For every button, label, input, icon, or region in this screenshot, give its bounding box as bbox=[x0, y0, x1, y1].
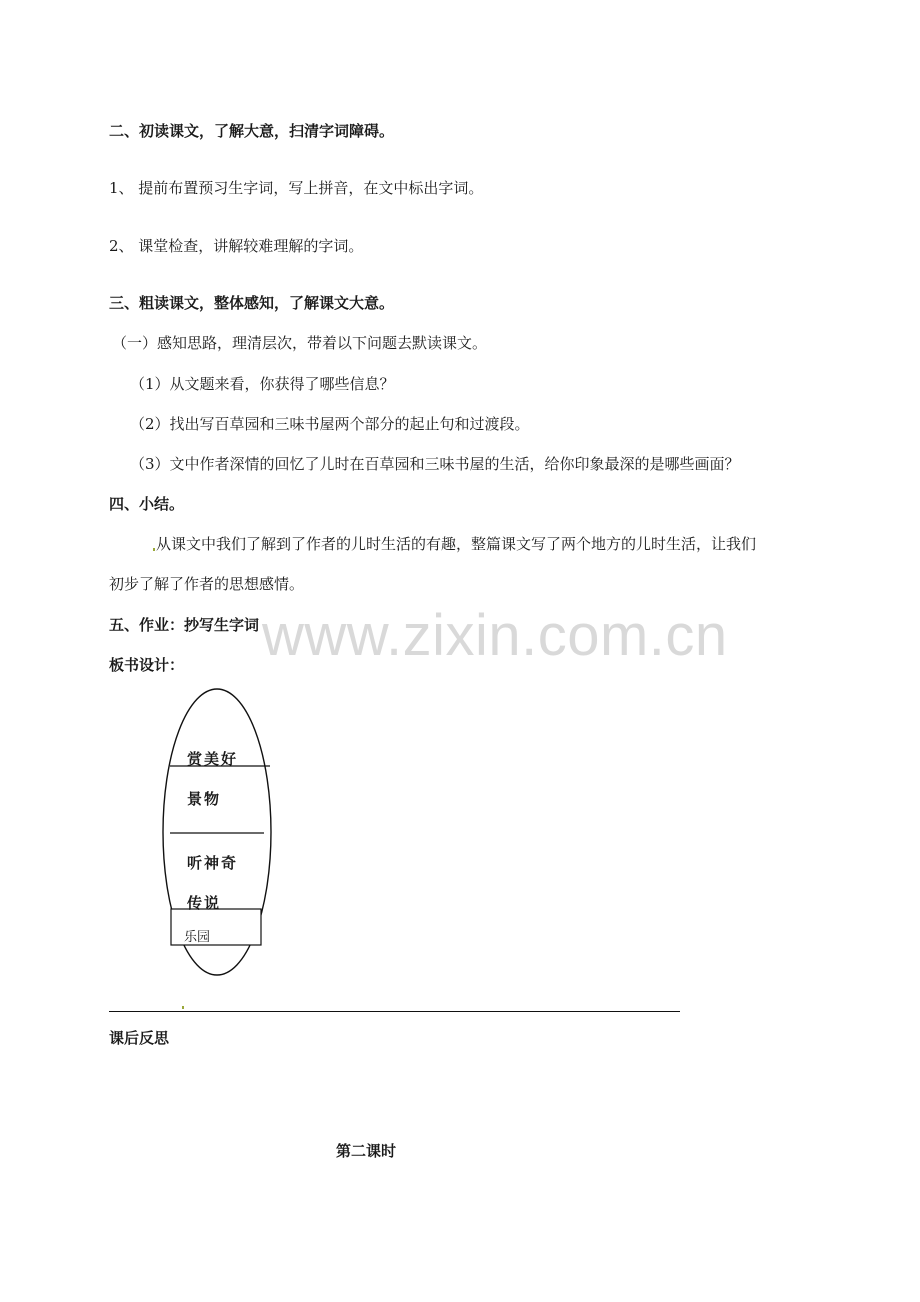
section2-item2: 2、 课堂检查，讲解较难理解的字词。 bbox=[109, 237, 364, 255]
board-box-label: 乐园 bbox=[184, 930, 211, 945]
green-dot-mark bbox=[153, 548, 155, 551]
next-lesson-heading: 第二课时 bbox=[336, 1142, 397, 1160]
section3-sub1: （一）感知思路，理清层次，带着以下问题去默读课文。 bbox=[112, 334, 488, 352]
horizontal-rule bbox=[109, 1011, 680, 1012]
section2-heading: 二、初读课文，了解大意，扫清字词障碍。 bbox=[109, 122, 395, 140]
board-heading: 板书设计： bbox=[109, 656, 185, 674]
section4-para-line2: 初步了解了作者的思想感情。 bbox=[109, 575, 305, 593]
section3-heading: 三、粗读课文，整体感知，了解课文大意。 bbox=[109, 294, 395, 312]
section4-para-line1: 从课文中我们了解到了作者的儿时生活的有趣，整篇课文写了两个地方的儿时生活，让我们 bbox=[156, 535, 757, 553]
section3-q1: （1）从文题来看，你获得了哪些信息？ bbox=[130, 375, 395, 393]
section3-q3: （3）文中作者深情的回忆了儿时在百草园和三味书屋的生活，给你印象最深的是哪些画面？ bbox=[130, 455, 740, 473]
board-label-top2: 景物 bbox=[187, 790, 222, 808]
green-dot-mark-2 bbox=[182, 1006, 184, 1009]
section5-heading: 五、作业：抄写生字词 bbox=[109, 616, 260, 634]
section3-q2: （2）找出写百草园和三味书屋两个部分的起止句和过渡段。 bbox=[130, 415, 530, 433]
board-label-mid2: 传说 bbox=[187, 894, 222, 912]
watermark: www.zixin.com.cn bbox=[262, 603, 728, 668]
board-diagram-shape bbox=[160, 688, 280, 988]
section2-item1: 1、 提前布置预习生字词，写上拼音，在文中标出字词。 bbox=[109, 179, 484, 197]
board-diagram bbox=[160, 688, 280, 988]
board-label-top: 赏美好 bbox=[187, 750, 239, 768]
section4-heading: 四、小结。 bbox=[109, 495, 185, 513]
board-label-mid: 听神奇 bbox=[187, 854, 239, 872]
reflection-heading: 课后反思 bbox=[109, 1029, 170, 1047]
